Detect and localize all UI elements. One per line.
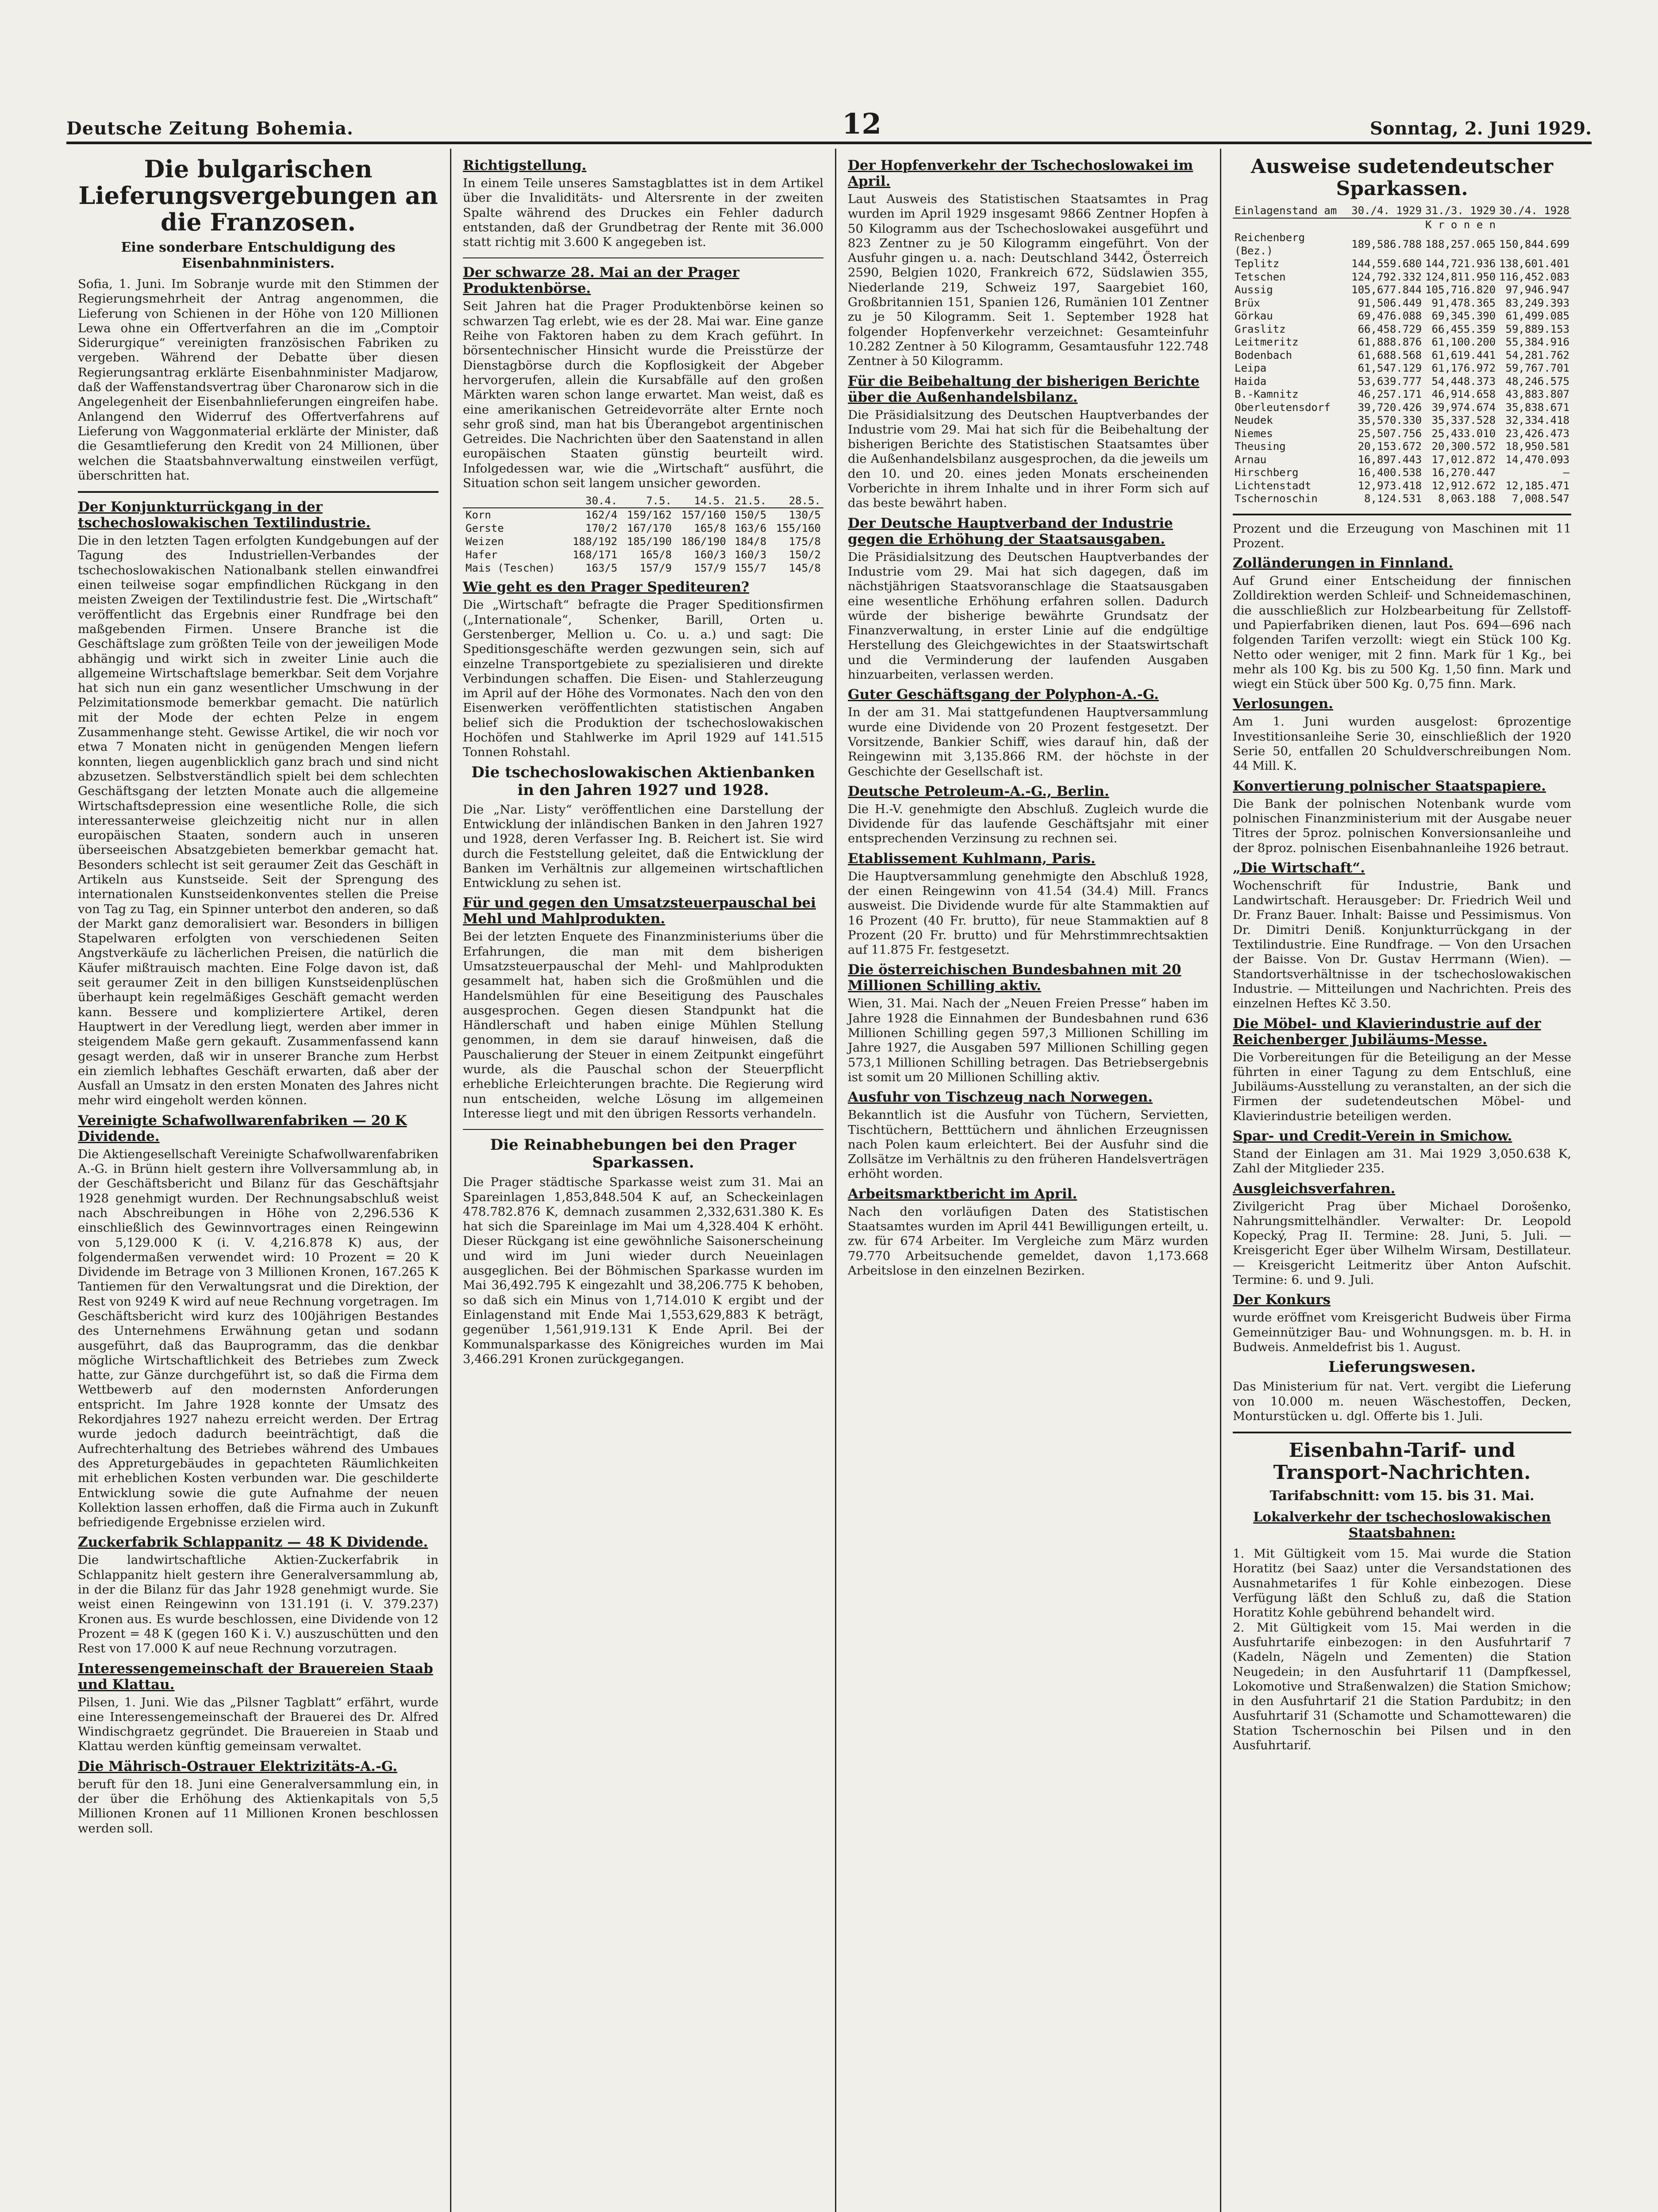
article-sparkassen-prag: Die Prager städtische Sparkasse weist zum 31. Mai an Spareinlagen 1,853,848.504 K auf, an Scheckeinlagen 478.782.876 K, demnach zusammen 2,332,631.380 K. Es hat sich die Spareinlage im Mai um 4,328.404 K erhöht. Dieser Rückgang ist eine gewöhnliche Saisonerscheinung und wird im Juni wieder durch Neueinlagen ausgeglichen. Bei der Böhmischen Sparkasse wurden im Mai 36,492.795 K eingezahlt und 38,206.775 K behoben, so daß sich ein Minus von 1,714.010 K ergibt und der Einlagenstand mit Ende Mai 1,553,629,883 K beträgt, gegenüber 1,561,919.131 K Ende April. Bei der Kommunalsparkasse des Königreiches wurden im Mai 3,466.291 Kronen zurückgegangen. — [463, 1175, 823, 1366]
article-tischzeug: Bekanntlich ist die Ausfuhr von Tüchern, Servietten, Tischtüchern, Betttüchern und ähnlichen Erzeugnissen nach Polen kaum erleichtert. Bei der Ausfuhr sind die Zollsätze im Verhältnis zu den früheren Handelsverträgen erhöht worden. — [848, 1108, 1208, 1181]
savings-bank-name: Haida — [1235, 375, 1267, 388]
savings-bank-name: Theusing — [1235, 440, 1286, 453]
savings-amount: 138,601.401 — [1499, 257, 1570, 270]
grain-price: 185/190 — [627, 535, 672, 548]
article-finnland: Auf Grund einer Entscheidung der finnischen Zolldirektion werden Schleif- und Schneidemaschinen, die ausschließlich zur Holzbearbeitung für Zellstoff- und Papierfabriken dienen, laut Pos. 694—696 nach folgenden Tarifen verzollt: wiegt ein Stück 100 Kg. Netto oder weniger, mit 2 finn. Mark für 1 Kg., bei mehr als 100 Kg. bis zu 500 Kg. 1,50 finn. Mark und wiegt ein Stück über 500 Kg. 0,75 finn. Mark. — [1233, 574, 1571, 691]
title-finnland: Zolländerungen in Finnland. — [1233, 555, 1453, 572]
article-schafwoll: Die Aktiengesellschaft Vereinigte Schafwollwarenfabriken A.-G. in Brünn hielt gestern ihre Vollversammlung ab, in der Geschäftsbericht und Bilanz für das Geschäftsjahr 1928 genehmigt wurden. Der Rechnungsabschluß weist nach Abschreibungen in Höhe von 2,296.536 K einschließlich des Gewinnvortrages einen Reingewinn von 5,129.000 K (i. V. 4,216.878 K) aus, der folgendermaßen verwendet wird: 10 Prozent = 20 K Dividende im Betrage von 3 Millionen Kronen, 167.265 K Tantiemen für den Verwaltungsrat und die Direktion, der Rest von 9249 K wird auf neue Rechnung vorgetragen. Im Geschäftsbericht wird kurz des 100jährigen Bestandes des Unternehmens Erwähnung getan und sodann ausgeführt, daß das Bauprogramm, das die denkbar mögliche Wirtschaftlichkeit des Betriebes zum Zweck hatte, zur Gänze durchgeführt ist, so daß die Firma dem Wettbewerb auf den modernsten Anforderungen entspricht. Im Jahre 1928 konnte der Umsatz des Rekordjahres 1927 nahezu erreicht werden. Der Ertrag wurde jedoch dadurch beeinträchtigt, daß die Aufrechterhaltung des Betriebes während des Umbaues des Appreturgebäudes in gepachteten Räumlichkeiten mit erheblichen Kosten verbunden war. Die geschilderte Entwicklung sowie die gute Aufnahme der neuen Kollektion lassen erhoffen, daß die Firma auch in Zukunft befriedigende Ergebnisse erzielen wird. — [78, 1147, 439, 1530]
savings-bank-name: Arnau — [1235, 453, 1267, 466]
savings-table-row — [1233, 466, 1571, 480]
savings-amount: 16,270.447 — [1431, 466, 1496, 479]
savings-amount: 91,478.365 — [1431, 296, 1496, 309]
grain-commodity: Gerste — [465, 522, 504, 535]
savings-amount: 35,337.528 — [1431, 414, 1496, 426]
article-verlosungen: Am 1. Juni wurden ausgelost: 6prozentige Investitionsanleihe Serie 30, einschließlich der 1920 Serie 50, entfallen 20 Schuldverschreibungen Nom. 44 Mill. K. — [1233, 714, 1571, 773]
savings-table-row — [1233, 284, 1571, 297]
title-ausgleich: Ausgleichsverfahren. — [1233, 1180, 1396, 1197]
savings-amount: 39,974.674 — [1431, 401, 1496, 414]
grain-price: 145/8 — [789, 562, 821, 575]
column-4 — [1221, 149, 1583, 2212]
grain-header-cell: 7.5. — [620, 494, 674, 508]
savings-bank-name: Leitmeritz — [1235, 336, 1299, 348]
savings-bank-name: Oberleutensdorf — [1235, 401, 1331, 414]
savings-amount: 48,246.575 — [1505, 375, 1570, 388]
savings-header-cell: Einlagenstand am — [1233, 204, 1350, 218]
savings-table-header — [1233, 204, 1571, 218]
grain-commodity: Weizen — [465, 535, 504, 548]
savings-amount: 61,688.568 — [1358, 349, 1422, 361]
savings-amount: 14,470.093 — [1505, 453, 1570, 466]
savings-table-row — [1233, 362, 1571, 375]
savings-bank-name: B.-Kamnitz — [1235, 388, 1299, 400]
article-elektrizitaet: beruft für den 18. Juni eine Generalversammlung ein, in der über die Erhöhung des Aktienkapitals von 5,5 Millionen Kronen auf 11 Millionen Kronen beschlossen werden soll. — [78, 1777, 439, 1836]
divider — [463, 257, 823, 258]
savings-table-row — [1233, 323, 1571, 336]
savings-table-row — [1233, 231, 1571, 257]
savings-table-row — [1233, 414, 1571, 427]
grain-commodity: Mais (Teschen) — [465, 562, 555, 575]
article-black-may: Seit Jahren hat die Prager Produktenbörse keinen so schwarzen Tag erlebt, wie es der 28. Mai war. Eine ganze Reihe von Faktoren haben zu dem Krach geführt. In börsentechnischer Hinsicht wurde die Preisstürze der Dienstagbörse durch die Kopflosigkeit der Abgeber hervorgerufen, allein die Kursabfälle auf den großen Märkten waren schon lange erwartet. Man weist, daß es eine amerikanischen Getreidevorräte alter Ernte noch sehr groß sind, man hat bis Überangebot argentinischen Getreides. Die Nachrichten über den Saatenstand in allen europäischen Staaten günstig beurteilt wird. Infolgedessen war, wie die „Wirtschaft“ ausführt, die Situation schon seit langem unsicher geworden. — [463, 299, 823, 491]
savings-bank-name: Neudek — [1235, 414, 1273, 426]
savings-amount: 105,716.820 — [1425, 284, 1496, 296]
savings-amount: 16,897.443 — [1358, 453, 1422, 466]
article-arbeitsmarkt: Nach den vorläufigen Daten des Statistischen Staatsamtes wurden im April 441 Bewilligungen erteilt, u. zw. für 674 Arbeiter. Im Vergleiche zum März wurden 79.770 Arbeitsuchende gemeldet, davon 1,173.668 Arbeitslose in den einzelnen Bezirken. — [848, 1204, 1208, 1278]
note-maschinen: Prozent und die Erzeugung von Maschinen mit 11 Prozent. — [1233, 521, 1571, 550]
grain-price: 186/190 — [681, 535, 726, 548]
title-verlosungen: Verlosungen. — [1233, 696, 1333, 712]
savings-amount: 69,476.088 — [1358, 310, 1422, 322]
article-umsatzsteuer: Bei der letzten Enquete des Finanzministeriums über die Erfahrungen, die man mit dem bisherigen Umsatzsteuerpauschal der Mehl- und Mahlprodukten gesammelt hat, haben sich die Großmühlen und die Handelsmühlen für eine Beseitigung des Pauschales ausgesprochen. Gegen diesen Standpunkt hat die Händlerschaft und haben einige Mühlen Stellung genommen, in dem sie darauf hinweisen, daß die Pauschalierung der Steuer in einem Zeitpunkt eingeführt wurde, als die Pauschal schon der Steuerpflicht erhebliche Erleichterungen brachte. Die Regierung wird nun entscheiden, welche Lösung im allgemeinen Interesse liegt und mit den übrigen Ressorts verhandeln. — [463, 929, 823, 1121]
savings-header-cell: 30./4. 1928 — [1497, 204, 1571, 218]
savings-amount: 124,811.950 — [1425, 270, 1496, 283]
title-moebel: Die Möbel- und Klavierindustrie auf der Reichenberger Jubiläums-Messe. — [1233, 1015, 1541, 1048]
savings-bank-name: Graslitz — [1235, 323, 1286, 335]
savings-amount: 144,721.936 — [1425, 257, 1496, 270]
grain-price: 157/9 — [639, 562, 672, 575]
divider — [78, 491, 439, 493]
headline-bulgarian-deliveries: Die bulgarischen Lieferungsvergebungen an die Franzosen. — [78, 155, 438, 236]
savings-amount: — — [1563, 466, 1570, 479]
savings-unit-row — [1233, 218, 1571, 232]
savings-amount: 16,400.538 — [1358, 466, 1422, 479]
savings-amount: 91,506.449 — [1358, 296, 1422, 309]
grain-header-cell: 28.5. — [769, 494, 823, 508]
title-spediteure: Wie geht es den Prager Spediteuren? — [463, 579, 750, 595]
savings-amount: 144,559.680 — [1351, 257, 1422, 270]
grain-commodity: Hafer — [465, 549, 498, 561]
title-petroleum: Deutsche Petroleum-A.-G., Berlin. — [848, 783, 1109, 799]
article-konkurs: wurde eröffnet vom Kreisgericht Budweis über Firma Gemeinnütziger Bau- und Wohnungsgen. m. b. H. in Budweis. Anmeldefrist bis 1. August. — [1233, 1310, 1571, 1354]
article-wirtschaft: Wochenschrift für Industrie, Bank und Landwirtschaft. Herausgeber: Dr. Friedrich Weil und Dr. Franz Bauer. Inhalt: Baisse und Pessimismus. Von Dr. Dimitri Deniß. Konjunkturrückgang in der Textilindustrie. Eine Rundfrage. — Von den Ursachen der Baisse. Von Dr. Gustav Herrmann (Wien). — Standortsverhältnisse in der tschechoslowakischen Industrie. — Mitteilungen und Nachrichten. Preis des einzelnen Heftes Kč 3.50. — [1233, 878, 1571, 1011]
grain-price: 175/8 — [789, 535, 821, 548]
savings-amount: 61,499.085 — [1505, 310, 1570, 322]
title-smichow: Spar- und Credit-Verein in Smichow. — [1233, 1128, 1512, 1144]
grain-price: 165/8 — [639, 549, 672, 561]
savings-bank-name: Reichenberg (Bez.) — [1235, 231, 1305, 257]
title-eisenbahn: Eisenbahn-Tarif- und Transport-Nachrichten. — [1273, 1439, 1531, 1484]
savings-header-cell: 31./3. 1929 — [1423, 204, 1497, 218]
savings-table-row — [1233, 480, 1571, 493]
savings-table-row — [1233, 453, 1571, 467]
article-ausgleich: Zivilgericht Prag über Michael Dorošenko, Nahrungsmittelhändler. Verwalter: Dr. Leopold Kopecký, Prag II. Termine: 28. Juni, 5. Juli. — Kreisgericht Eger über Wilhelm Wirsam, Destillateur. — Kreisgericht Leitmeritz über Anton Aufschit. Termine: 6. und 9. Juli. — [1233, 1199, 1571, 1287]
savings-amount: 25,507.756 — [1358, 427, 1422, 440]
title-sparkassen-prag: Die Reinabhebungen bei den Prager Sparkassen. — [490, 1136, 796, 1172]
savings-amount: 17,012.872 — [1431, 453, 1496, 466]
title-elektrizitaet: Die Mährisch-Ostrauer Elektrizitäts-A.-G. — [78, 1758, 397, 1774]
savings-table-row — [1233, 310, 1571, 323]
savings-bank-name: Tschernoschin — [1235, 492, 1318, 505]
title-lieferungswesen: Lieferungswesen. — [1328, 1358, 1476, 1376]
savings-table-row — [1233, 440, 1571, 453]
savings-bank-name: Brüx — [1235, 296, 1260, 309]
savings-table-row — [1233, 257, 1571, 271]
savings-amount: 61,888.876 — [1358, 336, 1422, 348]
savings-amount: 20,300.572 — [1431, 440, 1496, 453]
article-eisenbahn: 1. Mit Gültigkeit vom 15. Mai wurde die Station Horatitz (bei Saaz) unter die Versandstationen des Ausnahmetarifes 1 für Kohle einbezogen. Diese Verfügung läßt den Schluß zu, daß die Station Horatitz Kohle gebührend behandelt wird. 2. Mit Gültigkeit vom 15. Mai werden in die Ausfuhrtarife einbezogen: in den Ausfuhrtarif 7 (Kadeln, Nägeln und Zementen) die Station Neugedein; in den Ausfuhrtarif 11 (Dampfkessel, Lokomotive und Straßenwalzen) die Station Smichow; in den Ausfuhrtarif 21 die Station Pardubitz; in den Ausfuhrtarif 31 (Schamotte und Schamottewaren) die Station Tschernoschin bei Pilsen und in den Ausfuhrtarif. — [1233, 1547, 1571, 1753]
savings-amount: 59,767.701 — [1505, 362, 1570, 374]
article-zuckerfabrik: Die landwirtschaftliche Aktien-Zuckerfabrik in Schlappanitz hielt gestern ihre Generalversammlung ab, in der die Bilanz für das Jahr 1928 genehmigt wurde. Sie weist einen Reingewinn von 131.191 (i. V. 379.237) Kronen aus. Es wurde beschlossen, eine Dividende von 12 Prozent = 48 K (gegen 160 K i. V.) auszuschütten und den Rest von 17.000 K auf neue Rechnung vorzutragen. — [78, 1553, 439, 1656]
title-correction: Richtigstellung. — [463, 157, 587, 173]
grain-price: 160/3 — [694, 549, 726, 561]
grain-price: 155/7 — [734, 562, 767, 575]
grain-price: 167/170 — [627, 522, 672, 535]
article-aktienbanken: Die „Nar. Listy“ veröffentlichen eine Darstellung der Entwicklung der inländischen Banken in den Jahren 1927 und 1928, deren Verfasser Ing. B. Reichert ist. Sie wird durch die Feststellung geleitet, daß die Entwicklung der Banken im Verhältnis zur allgemeinen wirtschaftlichen Entwicklung zu sehen ist. — [463, 802, 823, 891]
grain-table-row — [463, 522, 823, 535]
title-staatsausgaben: Der Deutsche Hauptverband der Industrie gegen die Erhöhung der Staatsausgaben. — [848, 515, 1173, 547]
title-bundesbahnen: Die österreichischen Bundesbahnen mit 20 Millionen Schilling aktiv. — [848, 962, 1181, 994]
article-bundesbahnen: Wien, 31. Mai. Nach der „Neuen Freien Presse“ haben im Jahre 1928 die Einnahmen der Bundesbahnen rund 636 Millionen Schilling gegen 597,3 Millionen Schilling im Jahre 1927, die Ausgaben 597 Millionen Schilling gegen 573,1 Millionen Schilling betragen. Das Betriebsergebnis ist somit um 20 Millionen Schilling aktiv. — [848, 996, 1208, 1084]
title-schafwoll: Vereinigte Schafwollwarenfabriken — 20 K Dividende. — [78, 1112, 407, 1144]
savings-amount: 35,838.671 — [1505, 401, 1570, 414]
grain-header-cell — [463, 494, 566, 508]
article-moebel: Die Vorbereitungen für die Beteiligung an der Messe führten in einer Tagung zu dem Entschluß, eine Jubiläums-Ausstellung zu veranstalten, an der sich die Firmen der sudetendeutschen Möbel- und Klavierindustrie beteiligen werden. — [1233, 1050, 1571, 1123]
title-kuhlmann: Etablissement Kuhlmann, Paris. — [848, 850, 1096, 867]
grain-price: 163/6 — [734, 522, 767, 535]
savings-bank-name: Görkau — [1235, 310, 1273, 322]
title-arbeitsmarkt: Arbeitsmarktbericht im April. — [848, 1186, 1077, 1202]
subhead-bulgarian-deliveries: Eine sonderbare Entschuldigung des Eisenbahnministers. — [121, 240, 396, 271]
savings-amount: 83,249.393 — [1505, 296, 1570, 309]
grain-table-row — [463, 548, 823, 561]
savings-amount: 35,570.330 — [1358, 414, 1422, 426]
subtitle-eisenbahn: Tarifabschnitt: vom 15. bis 31. Mai. — [1269, 1488, 1535, 1504]
grain-commodity: Korn — [465, 509, 491, 522]
savings-amount: 61,100.200 — [1431, 336, 1496, 348]
savings-amount: 12,973.418 — [1358, 479, 1422, 492]
savings-bank-name: Hirschberg — [1235, 466, 1299, 479]
savings-bank-name: Tetschen — [1235, 270, 1286, 283]
savings-unit: K r o n e n — [1425, 218, 1496, 231]
grain-price: 155/160 — [776, 522, 821, 535]
article-kuhlmann: Die Hauptversammlung genehmigte den Abschluß 1928, der einen Reingewinn von 41.54 (34.4) Mill. Francs ausweist. Die Dividende wurde für alte Stammaktien auf 16 Prozent (40 Fr. brutto), für neue Stammaktien auf 8 Prozent (20 Fr. brutto) und für Mehrstimmrechtsaktien auf 11.875 Fr. festgesetzt. — [848, 869, 1208, 957]
title-sparkassen-ausweise: Ausweise sudetendeutscher Sparkassen. — [1250, 155, 1554, 200]
title-tischzeug: Ausfuhr von Tischzeug nach Norwegen. — [848, 1089, 1153, 1106]
grain-table-header — [463, 494, 823, 508]
savings-table-row — [1233, 492, 1571, 506]
savings-amount: 25,433.010 — [1431, 427, 1496, 440]
savings-amount: 61,619.441 — [1431, 349, 1496, 361]
article-staatsausgaben: Die Präsidialsitzung des Deutschen Hauptverbandes der Industrie vom 29. Mai hat sich dagegen, daß im nächstjährigen Staatsvoranschlage die Staatsausgaben eine wesentliche Erhöhung erfahren sollen. Dadurch würde der bisherige bewährte Grundsatz der Finanzverwaltung, in erster Linie auf die endgültige Herstellung des Gleichgewichtes in der Staatswirtschaft und die Verminderung der laufenden Ausgaben hinzuarbeiten, verlassen werden. — [848, 549, 1208, 682]
grain-price: 165/8 — [694, 522, 726, 535]
article-spediteure: Die „Wirtschaft“ befragte die Prager Speditionsfirmen („Internationale“, Schenker, Barill, Orten u. Gerstenberger, Mellion u. Co. u. a.) und sagt: Die Speditionsgeschäfte werden gezwungen sein, sich auf einzelne Transportgebiete zu spezialisieren und direkte Verbindungen schaffen. Die Eisen- und Stahlerzeugung im April auf der Höhe des Vormonates. Nach den von den Eisenwerken veröffentlichten statistischen Angaben belief sich die Produktion der tschechoslowakischen Hochöfen und Stahlwerke im April 1929 auf 141.515 Tonnen Rohstahl. — [463, 598, 823, 760]
savings-amount: 97,946.947 — [1505, 284, 1570, 296]
savings-table-row — [1233, 427, 1571, 441]
title-konkurs: Der Konkurs — [1233, 1292, 1331, 1308]
savings-amount: 150,844.699 — [1499, 238, 1570, 250]
grain-price: 188/192 — [573, 535, 618, 548]
divider — [1233, 514, 1571, 515]
savings-unit-spacer — [1233, 218, 1350, 232]
savings-amount: 7,008.547 — [1512, 492, 1570, 505]
grain-price: 150/2 — [789, 549, 821, 561]
title-textile-downturn: Der Konjunkturrückgang in der tschechoslowakischen Textilindustrie. — [78, 499, 371, 531]
grain-price: 150/5 — [734, 509, 767, 522]
savings-amount: 32,334.418 — [1505, 414, 1570, 426]
grain-price: 160/3 — [734, 549, 767, 561]
grain-table-row — [463, 561, 823, 575]
savings-amount: 23,426.473 — [1505, 427, 1570, 440]
savings-table-row — [1233, 401, 1571, 415]
grain-price: 159/162 — [627, 509, 672, 522]
article-columns — [66, 149, 1592, 2212]
grain-price: 184/8 — [734, 535, 767, 548]
article-lieferungswesen: Das Ministerium für nat. Vert. vergibt die Lieferung von 10.000 m. neuen Wäschestoffen, Decken, Monturstücken u. dgl. Offerte bis 1. Juli. — [1233, 1379, 1571, 1423]
savings-amount: 189,586.788 — [1351, 238, 1422, 250]
subtitle-lokalverkehr: Lokalverkehr der tschechoslowakischen Staatsbahnen: — [1253, 1509, 1551, 1541]
title-zuckerfabrik: Zuckerfabrik Schlappanitz — 48 K Dividende. — [78, 1534, 428, 1551]
grain-price: 130/5 — [789, 509, 821, 522]
title-aktienbanken: Die tschechoslowakischen Aktienbanken in den Jahren 1927 und 1928. — [471, 763, 815, 799]
article-hopfen: Laut Ausweis des Statistischen Staatsamtes in Prag wurden im April 1929 insgesamt 9866 Zentner Hopfen à 50 Kilogramm aus der Tschechoslowakei ausgeführt und 823 Zentner zu je 50 Kilogramm eingeführt. Von der Ausfuhr gingen u. a. nach: Deutschland 3442, Österreich 2590, Belgien 1020, Frankreich 672, Südslawien 355, Niederlande 219, Schweiz 197, Saargebiet 160, Großbritannien 151, Spanien 126, Rumänien 101 Zentner zu je 50 Kilogramm. Seit 1. September 1928 hat folgender Hopfenverkehr verzeichnet: Gesamteinfuhr 10.282 Zentner à 50 Kilogramm, Gesamtausfuhr 122.748 Zentner à 50 Kilogramm. — [848, 192, 1208, 369]
savings-amount: 12,912.672 — [1431, 479, 1496, 492]
masthead-title: Deutsche Zeitung Bohemia. — [66, 118, 354, 139]
article-polyphon: In der am 31. Mai stattgefundenen Hauptversammlung wurde eine Dividende von 20 Prozent festgesetzt. Der Vorsitzende, Bankier Schiff, wies darauf hin, daß der Reingewinn mit 3,135.866 RM. der höchste in der Geschichte der Gesellschaft ist. — [848, 705, 1208, 779]
masthead-date: Sonntag, 2. Juni 1929. — [1369, 118, 1592, 139]
page-number: 12 — [842, 108, 881, 141]
savings-table — [1233, 204, 1571, 506]
title-konvertierung: Konvertierung polnischer Staatspapiere. — [1233, 778, 1546, 794]
savings-bank-name: Lichtenstadt — [1235, 479, 1312, 492]
article-brauereien: Pilsen, 1. Juni. Wie das „Pilsner Tagblatt“ erfährt, wurde eine Interessengemeinschaft der Brauerei des Dr. Alfred Windischgraetz gegründet. Die Brauereien in Staab und Klattau werden künftig gemeinsam verwaltet. — [78, 1695, 439, 1754]
grain-header-cell: 30.4. — [566, 494, 620, 508]
savings-bank-name: Bodenbach — [1235, 349, 1293, 361]
divider — [463, 1129, 823, 1130]
savings-amount: 54,281.762 — [1505, 349, 1570, 361]
savings-amount: 124,792.332 — [1351, 270, 1422, 283]
article-aussenhandel: Die Präsidialsitzung des Deutschen Hauptverbandes der Industrie vom 29. Mai hat sich für die Beibehaltung der bisherigen Berichte des Statistischen Staatsamtes über die Außenhandelsbilanz ausgesprochen, da die jeweils um den 10. und 20. eines jeden Monats erscheinenden Vorberichte in ihrem Inhalte und in ihrer Form sich auf das beste bewährt haben. — [848, 407, 1208, 511]
savings-amount: 116,452.083 — [1499, 270, 1570, 283]
savings-amount: 61,176.972 — [1431, 362, 1496, 374]
savings-amount: 46,257.171 — [1358, 388, 1422, 400]
grain-table-row — [463, 535, 823, 548]
title-black-may: Der schwarze 28. Mai an der Prager Produktenbörse. — [463, 265, 739, 297]
savings-amount: 20,153.672 — [1358, 440, 1422, 453]
article-konvertierung: Die Bank der polnischen Notenbank wurde vom polnischen Finanzministerium mit der Ausgabe neuer Titres der 5proz. polnischen Konversionsanleihe und der 8proz. polnischen Eisenbahnanleihe 1926 betraut. — [1233, 796, 1571, 855]
savings-amount: 46,914.658 — [1431, 388, 1496, 400]
divider — [1233, 1432, 1571, 1433]
title-wirtschaft: „Die Wirtschaft“. — [1233, 860, 1365, 876]
column-3 — [836, 149, 1221, 2212]
savings-amount: 8,063.188 — [1438, 492, 1496, 505]
title-brauereien: Interessengemeinschaft der Brauereien Staab und Klattau. — [78, 1660, 433, 1693]
savings-amount: 54,448.373 — [1431, 375, 1496, 388]
grain-table-row — [463, 508, 823, 522]
masthead — [66, 106, 1592, 144]
grain-price: 170/2 — [585, 522, 618, 535]
savings-table-row — [1233, 297, 1571, 310]
grain-table-body — [463, 508, 823, 575]
savings-header-cell: 30./4. 1929 — [1350, 204, 1423, 218]
grain-price: 157/160 — [681, 509, 726, 522]
grain-header-cell: 21.5. — [729, 494, 769, 508]
article-petroleum: Die H.-V. genehmigte den Abschluß. Zugleich wurde die Dividende für das laufende Geschäftsjahr mit einer entsprechenden Verzinsung zu rechnen sei. — [848, 802, 1208, 846]
savings-amount: 66,455.359 — [1431, 323, 1496, 335]
grain-price: 163/5 — [585, 562, 618, 575]
savings-bank-name: Aussig — [1235, 284, 1273, 296]
savings-bank-name: Niemes — [1235, 427, 1273, 440]
savings-amount: 12,185.471 — [1505, 479, 1570, 492]
savings-amount: 39,720.426 — [1358, 401, 1422, 414]
savings-amount: 105,677.844 — [1351, 284, 1422, 296]
grain-price: 162/4 — [585, 509, 618, 522]
savings-amount: 188,257.065 — [1425, 238, 1496, 250]
savings-table-row — [1233, 271, 1571, 284]
savings-table-row — [1233, 349, 1571, 362]
savings-bank-name: Teplitz — [1235, 257, 1280, 270]
savings-amount: 18,950.581 — [1505, 440, 1570, 453]
savings-amount: 43,883.807 — [1505, 388, 1570, 400]
savings-table-row — [1233, 336, 1571, 349]
article-textile-downturn: Die in den letzten Tagen erfolgten Kundgebungen auf der Tagung des Industriellen-Verbandes der tschechoslowakischen Nationalbank stellen einwandfrei einen teilweise sogar empfindlichen Rückgang in den meisten Zweigen der Textilindustrie fest. Die „Wirtschaft“ veröffentlicht das Ergebnis einer Rundfrage bei den maßgebenden Firmen. Unsere Branche ist die Geschäftslage zum größten Teile von der jeweiligen Mode abhängig und wirkt sich in zweiter Linie auch die allgemeine Wirtschaftslage bemerkbar. Seit dem Vorjahre hat sich nun ein ganz wesentlicher Umschwung in der Pelzimitationsmode bemerkbar gemacht. Die natürlich mit der Mode der echten Pelze in engem Zusammenhange steht. Gewisse Artikel, die wir noch vor etwa 7 Monaten nicht in genügenden Mengen liefern konnten, liegen augenblicklich ganz brach und sind nicht abzusetzen. Selbstverständlich spielt bei dem schlechten Geschäftsgang der letzten Monate auch die allgemeine Wirtschaftsdepression eine wesentliche Rolle, die sich interessanterweise gleichzeitig nicht nur in allen europäischen Staaten, sondern auch in unseren überseeischen Absatzgebieten bemerkbar gemacht hat. Besonders schlecht ist seit geraumer Zeit das Geschäft in Artikeln aus Kunstseide. Seit der Sprengung des internationalen Kunstseidenkonventes stellen die Preise von Tag zu Tag, ein Spinner unterbot den anderen, so daß der Markt ganz demoralisiert war. Besonders in billigen Stapelwaren erfolgten von verschiedenen Seiten Angstverkäufe zu lächerlichen Preisen, die natürlich die Käufer mißtrauisch machten. Eine Folge davon ist, daß seit geraumer Zeit in den billigen Kunstseidenplüschen überhaupt kein regelmäßiges Geschäft gemacht werden kann. Bessere und kompliziertere Artikel, deren Hauptwert in der Veredlung liegt, werden aber immer in steigendem Maße gern gekauft. Zusammenfassend kann gesagt werden, daß wir in unserer Branche zum Herbst ein ziemlich lebhaftes Geschäft erwarten, daß aber der Ausfall an Umsatz in den ersten Monaten des Jahres nicht mehr wird eingeholt werden können. — [78, 534, 439, 1108]
savings-table-row — [1233, 375, 1571, 388]
title-aussenhandel: Für die Beibehaltung der bisherigen Berichte über die Außenhandelsbilanz. — [848, 373, 1200, 405]
savings-amount: 66,458.729 — [1358, 323, 1422, 335]
savings-bank-name: Leipa — [1235, 362, 1267, 374]
savings-amount: 55,384.916 — [1505, 336, 1570, 348]
grain-price: 168/171 — [573, 549, 618, 561]
savings-amount: 61,547.129 — [1358, 362, 1422, 374]
savings-table-row — [1233, 388, 1571, 401]
column-1 — [66, 149, 451, 2212]
title-umsatzsteuer: Für und gegen den Umsatzsteuerpauschal bei Mehl und Mahlprodukten. — [463, 895, 816, 927]
grain-price-table — [463, 494, 823, 575]
savings-amount: 8,124.531 — [1364, 492, 1422, 505]
grain-header-cell: 14.5. — [674, 494, 729, 508]
article-correction: In einem Teile unseres Samstagblattes ist in dem Artikel über die Invaliditäts- und Altersrente in der zweiten Spalte während des Druckes ein Fehler dadurch entstanden, daß der Grundbetrag der Rente mit 36.000 statt richtig mit 3.600 K angegeben ist. — [463, 176, 823, 250]
savings-amount: 69,345.390 — [1431, 310, 1496, 322]
grain-price: 157/9 — [694, 562, 726, 575]
article-bulgarian-deliveries: Sofia, 1. Juni. Im Sobranje wurde mit den Stimmen der Regierungsmehrheit der Antrag angenommen, die Lieferung von Schienen in der Höhe von 120 Millionen Lewa ohne ein Offertverfahren an die im „Comptoir Siderurgique“ vereinigten französischen Fabriken zu vergeben. Während der Debatte über diesen Regierungsantrag erklärte Eisenbahnminister Madjarow, daß der Waffenstandsvertrag über Charonarow sich in die Angelegenheit der Eisenbahnlieferungen eingreifen habe. Anlangend den Widerruf des Offertverfahrens auf Lieferung von Waggonmaterial erklärte der Minister, daß die Gesamtlieferung den Kredit von 24 Millionen, über welchen die Staatsbahnverwaltung einstweilen verfügt, überschritten hat. — [78, 277, 439, 483]
title-polyphon: Guter Geschäftsgang der Polyphon-A.-G. — [848, 687, 1159, 703]
title-hopfen: Der Hopfenverkehr der Tschechoslowakei im April. — [848, 157, 1193, 189]
article-smichow: Stand der Einlagen am 31. Mai 1929 3,050.638 K, Zahl der Mitglieder 235. — [1233, 1147, 1571, 1176]
savings-amount: 59,889.153 — [1505, 323, 1570, 335]
savings-amount: 53,639.777 — [1358, 375, 1422, 388]
column-2 — [451, 149, 836, 2212]
savings-table-body — [1233, 231, 1571, 506]
